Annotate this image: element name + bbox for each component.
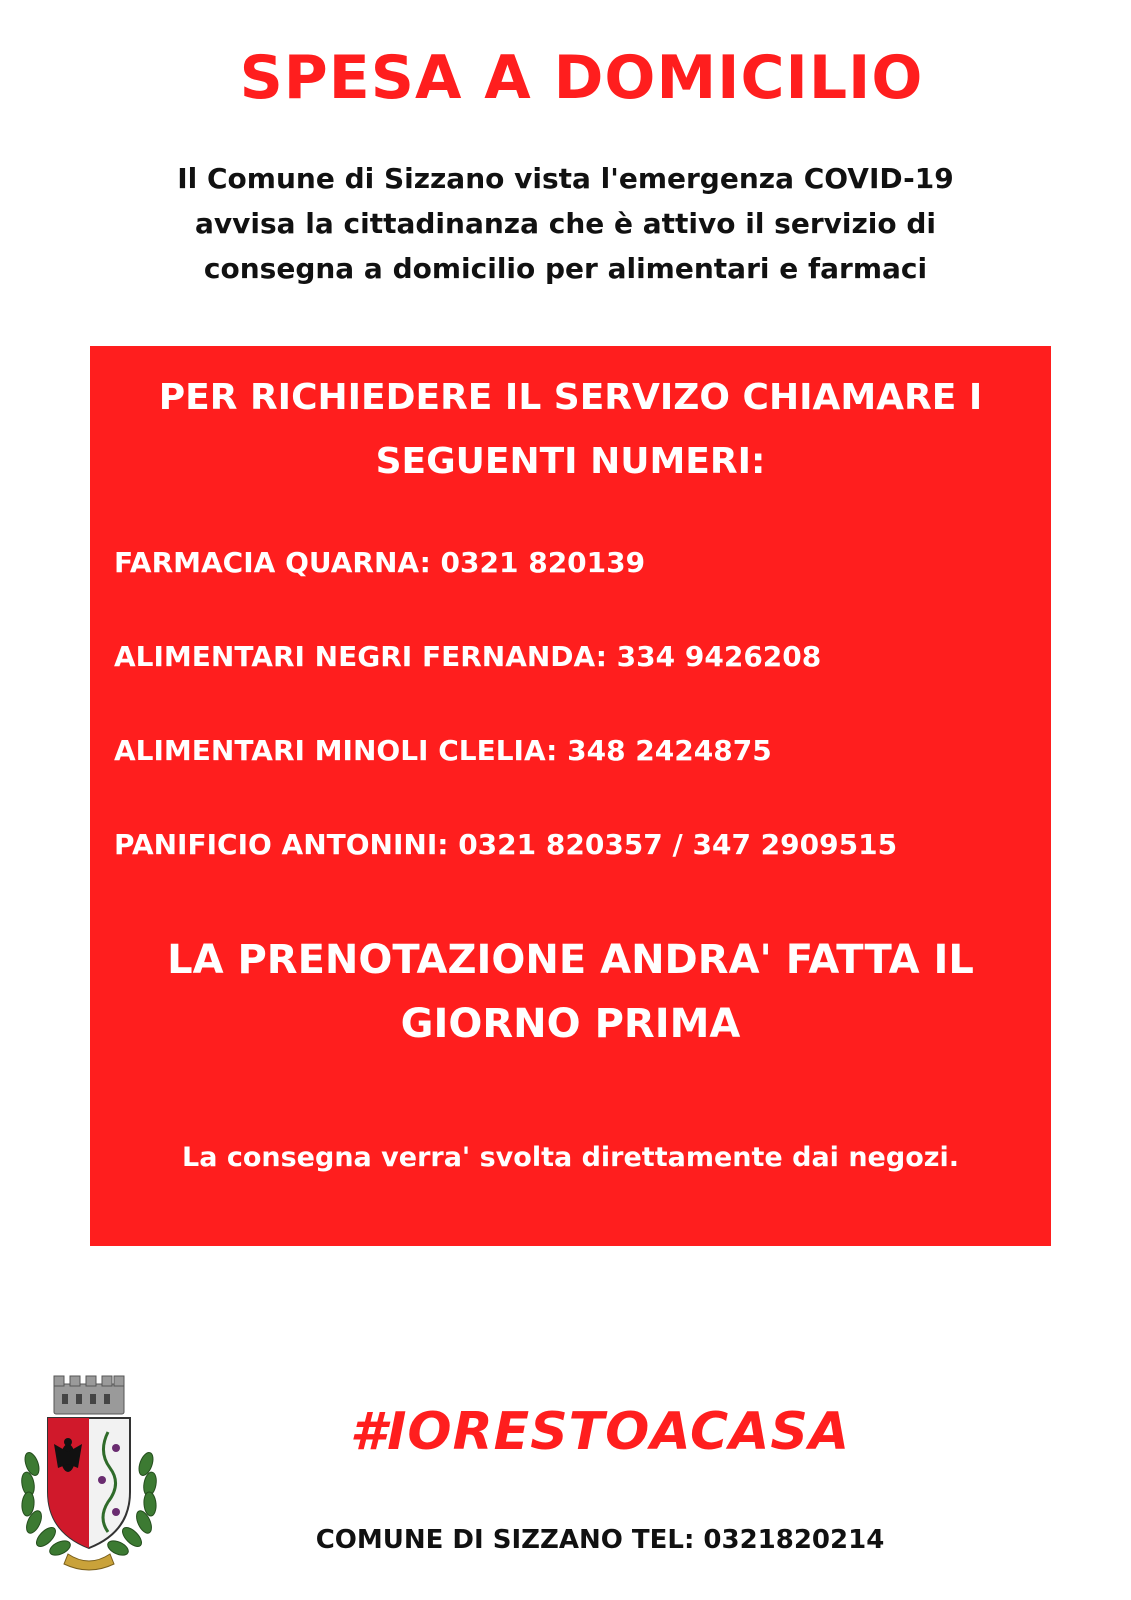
footer-contact: COMUNE DI SIZZANO TEL: 0321820214: [315, 1525, 885, 1555]
contact-alimentari-minoli: ALIMENTARI MINOLI CLELIA: 348 2424875: [114, 734, 772, 767]
contact-list: [114, 546, 1034, 922]
hashtag-iorestoacasa: #IORESTOACASA: [349, 1402, 851, 1462]
service-heading-line-2: SEGUENTI NUMERI:: [375, 441, 766, 482]
poster-title: SPESA A DOMICILIO: [239, 43, 924, 113]
service-info-panel: [90, 346, 1051, 1246]
service-heading: [90, 366, 1051, 494]
intro-paragraph: [0, 156, 1131, 291]
booking-notice-line-2: GIORNO PRIMA: [400, 1001, 741, 1047]
booking-notice-line-1: LA PRENOTAZIONE ANDRA' FATTA IL: [167, 937, 974, 983]
contact-farmacia-quarna: FARMACIA QUARNA: 0321 820139: [114, 546, 646, 579]
municipal-coat-of-arms-icon: [18, 1372, 160, 1572]
service-heading-line-1: PER RICHIEDERE IL SERVIZO CHIAMARE I: [158, 377, 983, 418]
contact-panificio-antonini: PANIFICIO ANTONINI: 0321 820357 / 347 2909515: [114, 828, 898, 861]
booking-notice: [90, 928, 1051, 1056]
intro-line-1: Il Comune di Sizzano vista l'emergenza COVID-19: [177, 162, 954, 195]
intro-line-3: consegna a domicilio per alimentari e farmaci: [203, 252, 928, 285]
delivery-note: La consegna verra' svolta direttamente dai negozi.: [182, 1142, 959, 1173]
intro-line-2: avvisa la cittadinanza che è attivo il servizio di: [194, 207, 937, 240]
contact-alimentari-negri: ALIMENTARI NEGRI FERNANDA: 334 9426208: [114, 640, 822, 673]
